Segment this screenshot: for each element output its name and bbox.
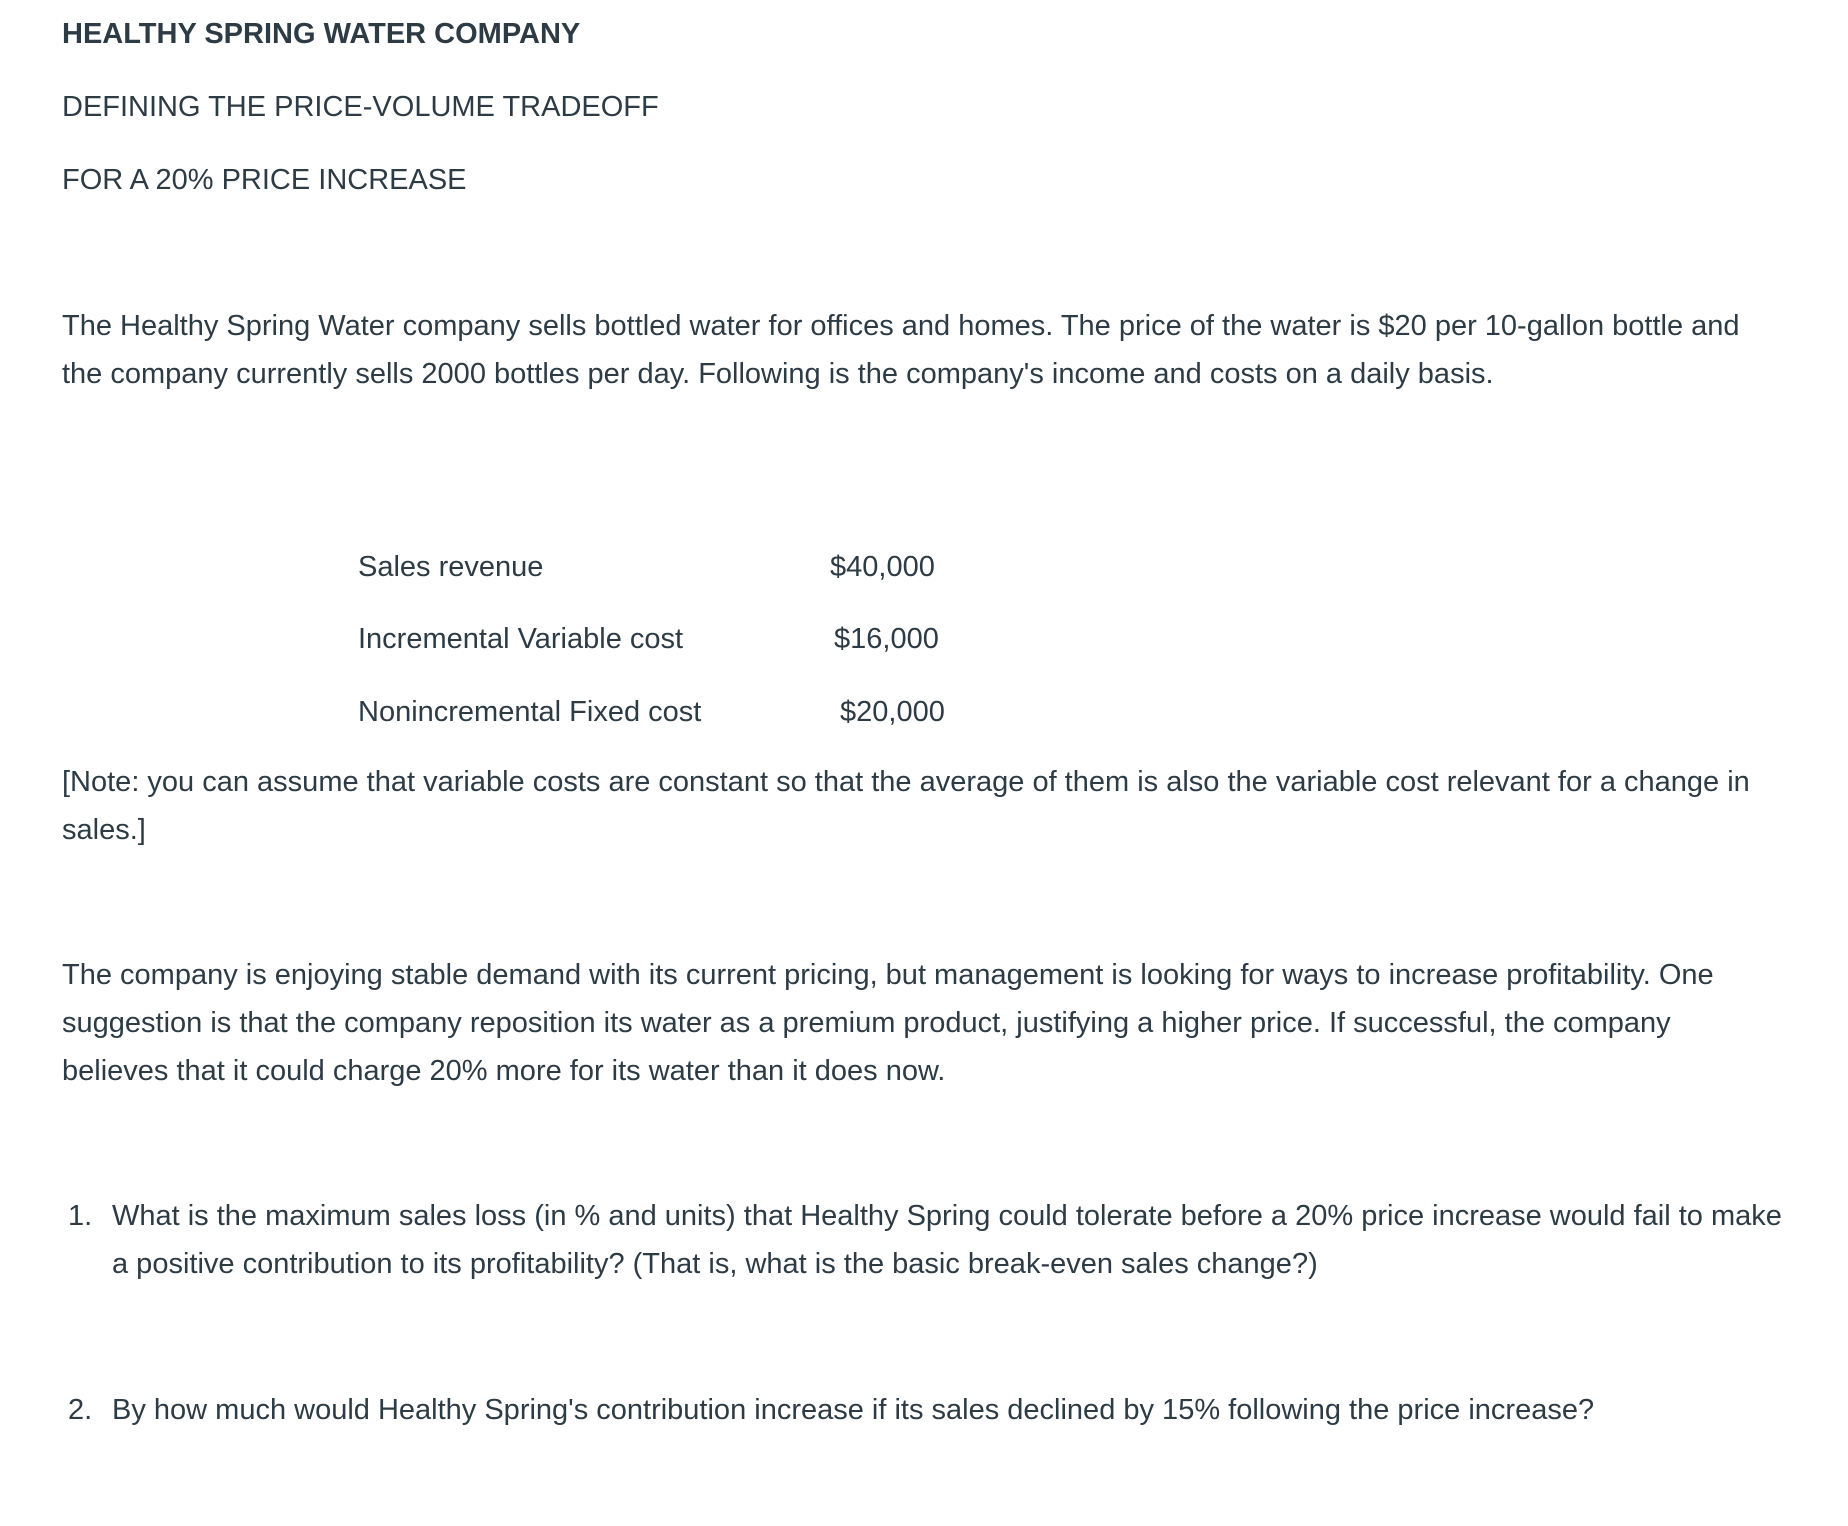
subtitle-price-increase: FOR A 20% PRICE INCREASE <box>62 164 467 196</box>
intro-paragraph: The Healthy Spring Water company sells bottled water for offices and homes. The price of the water is $20 per 10-gallon bottle and the company currently sells 2000 bottles per day. Following is the company's income and costs on a daily basis. <box>62 310 1740 390</box>
question-number: 2. <box>68 1394 93 1426</box>
context-paragraph: The company is enjoying stable demand with its current pricing, but management is looking for ways to increase profitability. One suggestion is that the company reposition its water as a premium product, justifying a higher price. If successful, the company believes that it could charge 20% more for its water than it does now. <box>62 959 1714 1087</box>
question-text: What is the maximum sales loss (in % and units) that Healthy Spring could tolerate before a 20% price increase would fail to make a positive contribution to its profitability? (That is, what is the basic break-even sales change?) <box>112 1200 1782 1280</box>
financials-value: $40,000 <box>830 551 935 583</box>
company-title: HEALTHY SPRING WATER COMPANY <box>62 18 581 50</box>
financials-label: Incremental Variable cost <box>358 623 684 655</box>
financials-value: $20,000 <box>840 696 945 728</box>
subtitle-tradeoff: DEFINING THE PRICE-VOLUME TRADEOFF <box>62 91 659 123</box>
question-number: 1. <box>68 1200 93 1232</box>
note-paragraph: [Note: you can assume that variable costs are constant so that the average of them is also the variable cost relevant for a change in sales.] <box>62 766 1750 846</box>
question-text: By how much would Healthy Spring's contribution increase if its sales declined by 15% following the price increase? <box>112 1394 1595 1426</box>
financials-value: $16,000 <box>834 623 939 655</box>
financials-label: Nonincremental Fixed cost <box>358 696 702 728</box>
financials-label: Sales revenue <box>358 551 544 583</box>
